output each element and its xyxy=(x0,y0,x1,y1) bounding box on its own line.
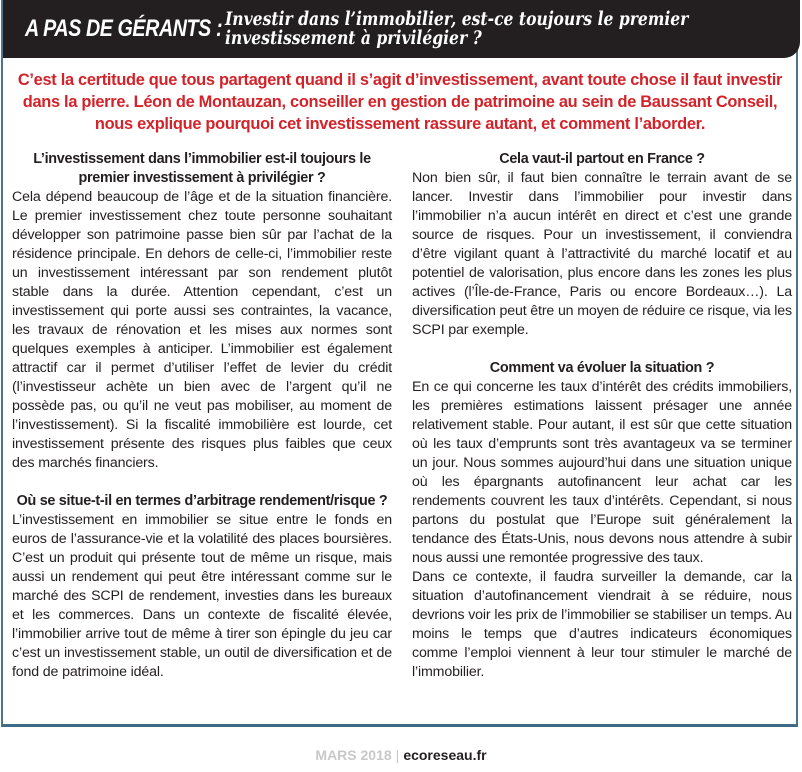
right-column xyxy=(412,150,792,682)
question-1: L’investissement dans l’immobilier est-il toujours le premier investissement à privilégier ? xyxy=(33,151,371,186)
lead-paragraph: C’est la certitude que tous partagent quand il s’agit d’investissement, avant toute chose il faut investir dans la pierre. Léon de Montauzan, conseiller en gestion de patrimoine au sein de Baussant Conseil, nous explique pourquoi cet investissement rassure autant, et comment l’aborder. xyxy=(17,71,783,133)
footer-separator: | xyxy=(395,747,400,763)
left-column xyxy=(12,150,392,682)
answer-4-continued: Dans ce contexte, il faudra surveiller la demande, car la situation d’autofinancement viendrait à se réduire, nous devrions voir les prix de l’immobilier se stabiliser un temps. Au moins le temps que d’autres indicateurs économiques comme l’emploi viennent à leur tour stimuler le marché de l’immobilier. xyxy=(412,569,792,680)
answer-2: L’investissement en immobilier se situe entre le fonds en euros de l’assurance-vie et la volatilité des places boursières. C’est un produit qui présente tout de même un risque, mais aussi un rendement qui peut être intéressant comme sur le marché des SCPI de rendement, investies dans les bureaux et les commerces. Dans un contexte de fiscalité élevée, l’immobilier arrive tout de même à tirer son épingle du jeu car c’est un investissement stable, un outil de diversification et de fond de patrimoine idéal. xyxy=(12,512,392,680)
title-line-1: Investir dans l’immobilier, est-ce toujours le premier xyxy=(225,8,689,30)
site-link[interactable]: ecoreseau.fr xyxy=(403,747,487,763)
issue-date: MARS 2018 xyxy=(315,747,392,763)
title-line-2: investissement à privilégier ? xyxy=(225,27,482,49)
question-3: Cela vaut-il partout en France ? xyxy=(499,151,705,167)
answer-4: En ce qui concerne les taux d’intérêt des crédits immobiliers, les premières estimations laissent présager une année relativement stable. Pour autant, il est sûr que cette situation où les taux d’emprunts sont très avantageux va se terminer un jour. Nous sommes aujourd’hui dans une situation unique où les épargnants autofinancent leur achat car les rendements couvrent les taux d’intérêts. Cependant, si nous partons du postulat que l’Europe suit généralement la tendance des États-Unis, nous devons nous attendre à subir nous aussi une remontée progressive des taux. xyxy=(412,379,792,566)
answer-3: Non bien sûr, il faut bien connaître le terrain avant de se lancer. Investir dans l’immobilier pour investir dans l’immobilier n’a aucun intérêt en direct et c’est une grande source de risques. Pour un investissement, il conviendra d’être vigilant quant à l’attractivité du marché locatif et au potentiel de valorisation, plus encore dans les zones les plus actives (l’Île-de-France, Paris ou encore Bordeaux…). La diversification peut être un moyen de réduire ce risque, via les SCPI par exemple. xyxy=(412,170,792,338)
page-footer xyxy=(0,747,802,763)
question-2: Où se situe-t-il en termes d’arbitrage rendement/risque ? xyxy=(16,493,388,509)
answer-1: Cela dépend beaucoup de l’âge et de la situation financière. Le premier investissement chez toute personne souhaitant développer son patrimoine passe bien sûr par l’achat de la résidence principale. En dehors de celle-ci, l’immobilier reste un investissement intéressant par son rendement plutôt stable dans la durée. Attention cependant, c’est un investissement qui porte aussi ses contraintes, la vacance, les travaux de rénovation et les mises aux normes sont quelques exemples à anticiper. L’immobilier est également attractif car il permet d’utiliser l’effet de levier du crédit (l’investisseur achète un bien avec de l’argent qu’il ne possède pas, ou qu’il ne veut pas mobiliser, au moment de l’investissement). Si la fiscalité immobilière est lourde, cet investissement présente des risques plus faibles que ceux des marchés financiers. xyxy=(12,189,392,471)
article-title xyxy=(225,10,697,48)
article-header xyxy=(3,0,800,58)
question-4: Comment va évoluer la situation ? xyxy=(489,360,715,376)
section-label: A PAS DE GÉRANTS : xyxy=(25,15,223,42)
